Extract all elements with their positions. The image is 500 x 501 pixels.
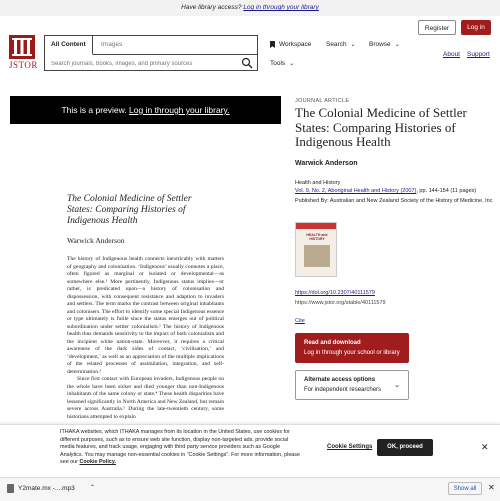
library-access-prefix: Have library access? [181,4,242,11]
tab-images[interactable]: Images [101,41,123,48]
publisher-info: Published By: Australian and New Zealand Society of the History of Medicine, Inc [295,198,493,204]
cite-link[interactable]: Cite [295,318,305,324]
journal-cover-thumbnail[interactable] [295,222,337,277]
cookie-banner [0,424,500,477]
show-all-button[interactable]: Show all [448,482,482,495]
issue-pages: , pp. 144-154 (11 pages) [416,188,477,194]
library-login-link[interactable]: Log in through your library [243,4,319,11]
preview-banner [10,96,281,124]
close-icon[interactable]: ✕ [488,483,495,492]
cookie-text [60,429,300,467]
cover-image [304,245,330,267]
jstor-logo[interactable] [9,35,37,70]
cookie-ok-button[interactable]: OK, proceed [377,439,433,456]
browse-menu[interactable] [369,41,400,48]
jstor-logo-text: JSTOR [9,60,38,70]
tab-all-content[interactable]: All Content [45,36,93,55]
close-icon[interactable]: ✕ [481,442,489,452]
chevron-down-icon: ⌄ [289,61,295,67]
download-filename: Y2mate.mx -....mp3 [18,485,75,493]
issue-link[interactable]: Vol. 9, No. 2, Aboriginal Health and History (2007) [295,188,417,194]
page-body [67,256,224,421]
preview-page [10,124,281,426]
download-item[interactable] [7,484,75,493]
support-link[interactable]: Support [467,51,490,58]
cover-band [296,223,336,229]
stable-url: https://www.jstor.org/stable/40111579 [295,300,386,306]
page-paragraph: The history of Indigenous health connects inextricably with matters of geography and colonisation. ‘Indigenous’ usually connotes a place, often figured as marginal or isolated or developmental—as somewhere else.¹ More pertinently, Indigenous status implies—or rather, is predicated upon—a history of colonisation and dispossession, with consequent resistance and adaption to invaders and settlers. The term marks the contrast between original inhabitants and colonisers. The effort to identify some special Indigenous essence or type ultimately is futile since the status emerges out of political subordination under settler colonialism.² The history of Indigenous health thus demands sensitivity to the impact of both colonialism and the incipient white nation-state. Moreover, it requires a critical awareness of the dark sides of contact, ‘civilisation,’ and ‘development,’ as well as an appreciation of the multiple implications of the related processes of assimilation, integration, and self-determination.³ [67,256,224,375]
download-sublabel: Log in through your school or library [304,350,400,356]
chevron-down-icon: ⌄ [350,42,356,48]
page-title: The Colonial Medicine of Settler States: Comparing Histories of Indigenous Health [67,194,192,226]
alternate-access-button[interactable] [295,370,409,400]
read-download-button[interactable] [295,333,409,363]
cookie-policy-link[interactable]: Cookie Policy. [79,459,116,465]
article-title: The Colonial Medicine of Settler States: Comparing Histories of Indigenous Health [295,105,467,149]
issue-info [295,188,495,194]
bookmark-icon [270,41,275,48]
preview-banner-text: This is a preview. [61,105,127,115]
journal-name: Health and History [295,180,341,186]
chevron-up-icon[interactable]: ⌃ [90,485,96,491]
preview-login-link[interactable]: Log in through your library. [129,105,230,115]
library-access-banner [0,0,500,16]
search-icon[interactable] [241,57,253,69]
chevron-down-icon: ⌄ [394,382,400,389]
search-input[interactable] [49,56,239,72]
download-shelf [0,477,500,501]
cover-title: HEALTH and HISTORY [306,233,328,241]
search-panel [44,35,258,71]
doi-link[interactable]: https://doi.org/10.2307/40111579 [295,290,375,296]
alt-access-sublabel: For independent researchers [304,387,382,393]
jstor-logo-mark [9,35,35,59]
file-icon [7,484,14,493]
chevron-down-icon: ⌄ [394,42,400,48]
search-menu-label: Search [326,41,347,48]
content-type-label: JOURNAL ARTICLE [295,98,350,104]
browse-menu-label: Browse [369,41,391,48]
register-button[interactable]: Register [418,20,456,35]
alt-access-label: Alternate access options [304,377,376,383]
tools-menu[interactable] [270,60,294,67]
article-author: Warwick Anderson [295,160,358,167]
page-paragraph: Since first contact with European invaders, Indigenous people on the whole have been sicker and died younger than non-Indigenous inhabitants of the same colony or state.⁴ These health disparities have lessened significantly in North America and New Zealand, but remain severe across Australia.⁵ During the late-twentieth century, some historians attempted to explain [67,376,224,420]
workspace-menu[interactable] [270,41,311,48]
tools-menu-label: Tools [270,60,286,67]
workspace-label: Workspace [279,41,312,49]
document-preview [10,96,281,426]
cookie-message: ITHAKA websites, which ITHAKA manages from its location in the United States, use cookies for different purposes, such as to ensure web site function, display non-targeted ads, provide social media features, and track usage, engaging with third party service providers such as Google Analytics. You may manage non-essential cookies in “Cookie Settings”. For more information, please see our [60,429,301,465]
search-menu[interactable] [326,41,356,48]
cookie-settings-button[interactable]: Cookie Settings [327,444,373,450]
about-link[interactable]: About [443,51,460,58]
page-author: Warwick Anderson [67,236,125,245]
download-label: Read and download [304,340,361,346]
login-button[interactable]: Log in [461,20,491,35]
